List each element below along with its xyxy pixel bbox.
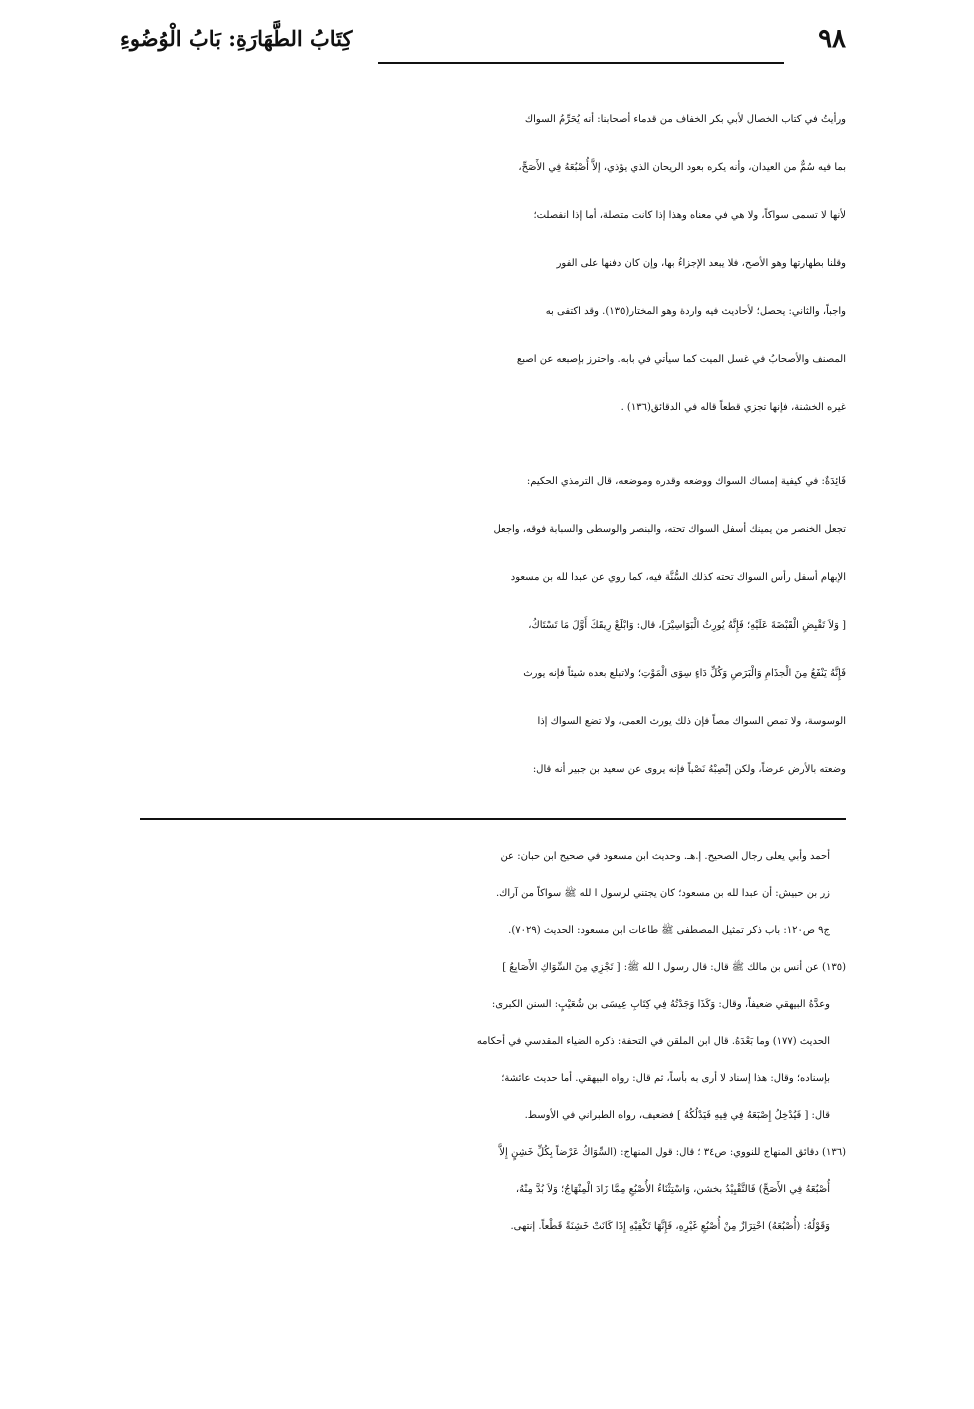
text-line: غيره الخشنة، فإنها تجزي قطعاً قاله في الدقائق(١٣٦) . (620, 402, 846, 413)
footnote-line: بإسناده؛ وقال: هذا إسناد لا أرى به بأساً، ثم قال: رواه البيهقي. أما حديث عائشة؛ (501, 1073, 830, 1084)
text-line: وقلنا بطهارتها وهو الأصح، فلا يبعد الإجزاءُ بها، وإن كان دفنها على الفور (556, 258, 846, 269)
text-line: [ وَلاَ تَقْبِضِ الْقَبْضَةَ عَلَيْهِ؛ فَإِنَّهُ يُورِثُ الْبَوَاسِيْرَ]، قال: وَابْلَعْ رِيقَكَ أَوَّلَ مَا تَسْتَاكُ، (528, 620, 846, 631)
page-header (120, 22, 846, 66)
text-line: بما فيه سُمٌّ من العيدان، وأنه يكره بعود الريحان الذي يؤذي، إلاَّ أُصْبُعَهُ فِي الأَصَحِّ، (518, 162, 846, 173)
footnote-line: أُصْبُعَهُ فِي الأَصَحِّ) فَالتَّقْيِيْدُ بخشن، وَاسْتِثْنَاءُ الأُصْبُعِ مِمَّا زَادَ الْمِنْهَاجُ؛ وَلاَ بُدَّ مِنْهُ، (515, 1184, 830, 1195)
text-line: الإبهام أسفل رأس السواك تحته كذلك السُّنَّة فيه، كما روي عن عبدا لله بن مسعود (510, 572, 846, 583)
header-rule (378, 62, 784, 64)
footnote-line: أحمد وأبي يعلى رجال الصحيح. إ.هـ. وحديث ابن مسعود في صحيح ابن حبان: عن (500, 851, 830, 862)
footnotes (118, 838, 846, 1245)
footnote-line: وَقَوْلُهُ: (أُصْبُعَهُ) احْتِرَازٌ مِنْ أُصْبُعِ غَيْرِهِ، فَإِنَّهَا تَكْفِيْهِ إِذَا كَانَتْ خَشِنَةً قَطْعاً. إنتهى. (510, 1221, 830, 1232)
footnote-line: الحديث (١٧٧) وما بَعْدَهُ. قال ابن الملقن في التحفة: ذكره الضياء المقدسي في أحكامه (476, 1036, 830, 1047)
footnote-line: (١٣٥) عن أنس بن مالك ﷺ قال: قال رسول ا لله ﷺ: [ تَجْزِي مِنَ السِّوَاكِ الأَصَابِعُ ] (502, 962, 846, 973)
running-title: كِتَابُ الطَّهَارَةِ: بَابُ الْوُضُوءِ (120, 26, 353, 51)
footnote-line: وعدَّهُ البيهقي ضعيفاً، وقال: وَكَذَا وَجَدْتُهُ فِي كِتَابِ عِيسَى بن شُعَيْبٍ: السنن الكبرى: (491, 999, 830, 1010)
text-line: وضعته بالأرض عرضاً، ولكن إنْصِبْهُ نَصْباً فإنه يروى عن سعيد بن جبير أنه قال: (532, 764, 846, 775)
footnote-line: (١٣٦) دقائق المنهاج للنووي: ص٣٤ ؛ قال: قول المنهاج: (السِّوَاكُ عَرْضاً بِكُلِّ خَشِنٍ إِلاَّ (499, 1147, 846, 1158)
main-text (118, 96, 846, 794)
text-line: فَائِدَةٌ: في كيفية إمساك السواك ووضعه وقدره وموضعه، قال الترمذي الحكيم: (526, 476, 846, 487)
text-line: واجباً، والثاني: يحصل؛ لأحاديث فيه واردة وهو المختار(١٣٥). وقد اكتفى به (545, 306, 846, 317)
footnote-line: زر بن حبيش: أن عبدا لله بن مسعود؛ كان يجتني لرسول ا لله ﷺ سواكاً من آراك. (495, 888, 830, 899)
text-line: فَإِنَّهُ يَنْفَعُ مِنَ الْجذَامِ وَالْبَرَصِ وَكُلِّ دَاءٍ سِوَى الْمَوْتِ؛ ولاتبلع بعده شيئاً فإنه يورث (523, 668, 846, 679)
text-line: الوسوسة، ولا تمص السواك مصاً فإن ذلك يورث العمى، ولا تضع السواك إذا (537, 716, 846, 727)
text-line: ورأيتُ في كتاب الخصال لأبي بكر الخفاف من قدماء أصحابنا: أنه يُحَرِّمُ السواك (524, 114, 846, 125)
footnote-separator (140, 818, 846, 820)
footnote-line: قال: [ فَيُدْخِلُ إِصْبَعَهُ فِي فِيهِ فَيَدْلُكُهُ ] فضعيف، رواه الطبراني في الأوسط. (524, 1110, 830, 1121)
page-number: ٩٨ (818, 24, 846, 54)
text-line: تجعل الخنصر من يمينك أسفل السواك تحته، والبنصر والوسطى والسبابة فوقه، واجعل (493, 524, 846, 535)
text-line: المصنف والأصحابُ في غسل الميت كما سيأتي في بابه. واحترز بإصبعه عن اصبع (516, 354, 846, 365)
footnote-line: ج٩ ص١٢٠: باب ذكر تمثيل المصطفى ﷺ طاعات ابن مسعود: الحديث (٧٠٢٩). (508, 925, 830, 936)
text-line: لأنها لا تسمى سواكاً، ولا هي في معناه وهذا إذا كانت متصلة، أما إذا انفصلت؛ (533, 210, 846, 221)
